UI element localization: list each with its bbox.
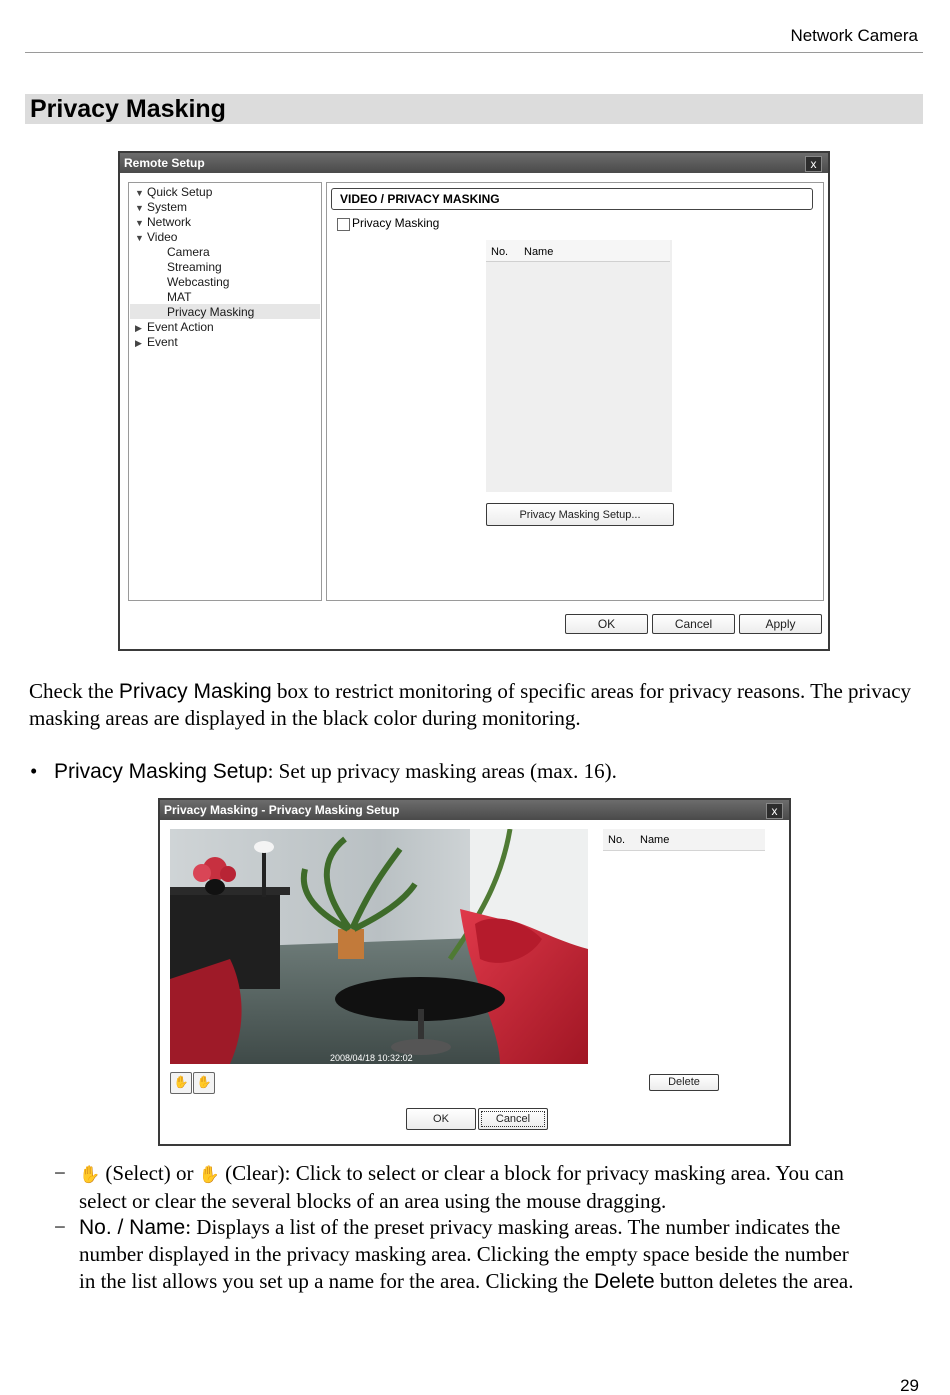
panel-heading: [331, 188, 813, 210]
close-icon[interactable]: x: [805, 156, 822, 172]
page-number: 29: [900, 1376, 919, 1395]
panel-heading-text: VIDEO / PRIVACY MASKING: [340, 192, 500, 206]
ok-button[interactable]: OK: [565, 614, 648, 634]
note-2-line-3: in the list allows you set up a name for the area. Clicking the Delete button deletes the area.: [79, 1269, 854, 1293]
camera-timestamp: 2008/04/18 10:32:02: [330, 1053, 413, 1063]
setup-dialog-title: Privacy Masking - Privacy Masking Setup: [164, 803, 400, 817]
privacy-masking-setup-button[interactable]: Privacy Masking Setup...: [486, 503, 674, 526]
collapsed-arrow-icon: ▶: [135, 323, 142, 333]
privacy-masking-checkbox[interactable]: [337, 218, 350, 231]
note-2: [79, 1214, 939, 1295]
tree-item-webcasting[interactable]: Webcasting: [167, 275, 230, 289]
note-1-line-2: select or clear the several blocks of an area using the mouse dragging.: [79, 1189, 667, 1213]
tree-item-event-action[interactable]: ▶ Event Action: [135, 320, 214, 334]
settings-panel: [326, 182, 824, 601]
remote-setup-titlebar: [120, 153, 828, 173]
mask-list[interactable]: [486, 240, 672, 492]
hand-clear-icon: ✋: [198, 1165, 220, 1184]
tree-item-camera[interactable]: Camera: [167, 245, 210, 259]
tree-item-mat[interactable]: MAT: [167, 290, 192, 304]
tree-item-network[interactable]: ▼ Network: [135, 215, 192, 229]
setup-dialog: [158, 798, 791, 1146]
tree-item-system[interactable]: ▼ System: [135, 200, 188, 214]
camera-scene-image: [170, 829, 588, 1064]
note-2-line-1: No. / Name: Displays a list of the preset privacy masking areas. The number indicates the: [79, 1215, 841, 1239]
tree-item-privacy-masking[interactable]: Privacy Masking: [167, 305, 255, 319]
hand-select-icon: ✋: [79, 1165, 101, 1184]
bullet-mark: •: [30, 759, 38, 783]
term-no-name: No. / Name: [79, 1216, 186, 1239]
section-title: Privacy Masking: [30, 95, 226, 123]
header-rule: [25, 52, 923, 53]
area-list[interactable]: [603, 829, 765, 851]
tree-item-event[interactable]: ▶ Event: [135, 335, 178, 349]
select-tool-button[interactable]: [170, 1072, 192, 1094]
bullet-text: Privacy Masking Setup: Set up privacy masking areas (max. 16).: [54, 759, 617, 783]
column-name[interactable]: Name: [524, 246, 554, 258]
note-dash-2: −: [54, 1215, 66, 1239]
expanded-arrow-icon: ▼: [135, 188, 144, 198]
privacy-masking-checkbox-label: Privacy Masking: [352, 216, 440, 230]
hand-clear-icon: ✋: [196, 1075, 212, 1089]
settings-tree: [128, 182, 322, 601]
cancel-button[interactable]: Cancel: [652, 614, 735, 634]
tree-item-quick-setup[interactable]: ▼ Quick Setup: [135, 185, 213, 199]
hand-select-icon: ✋: [173, 1075, 189, 1089]
column-name[interactable]: Name: [640, 834, 670, 846]
term-privacy-masking: Privacy Masking: [118, 680, 272, 703]
setup-dialog-titlebar: [160, 800, 789, 820]
term-privacy-masking-setup: Privacy Masking Setup: [54, 760, 268, 783]
remote-setup-window: [118, 151, 830, 651]
delete-button[interactable]: Delete: [649, 1074, 719, 1091]
note-dash-1: −: [54, 1161, 66, 1185]
expanded-arrow-icon: ▼: [135, 218, 144, 228]
note-1-line-1: ✋ (Select) or ✋ (Clear): Click to select or clear a block for privacy masking area. You can: [79, 1161, 844, 1185]
apply-button[interactable]: Apply: [739, 614, 822, 634]
clear-tool-button[interactable]: [193, 1072, 215, 1094]
cancel-button[interactable]: Cancel: [478, 1108, 548, 1130]
close-icon[interactable]: x: [766, 803, 783, 819]
note-2-line-2: number displayed in the privacy masking area. Clicking the empty space beside the number: [79, 1242, 849, 1266]
expanded-arrow-icon: ▼: [135, 203, 144, 213]
tree-item-streaming[interactable]: Streaming: [167, 260, 222, 274]
term-delete: Delete: [593, 1270, 655, 1293]
header-title: Network Camera: [790, 26, 918, 45]
remote-setup-title: Remote Setup: [124, 156, 205, 170]
ok-button[interactable]: OK: [406, 1108, 476, 1130]
mask-list-header: [486, 240, 670, 262]
note-1: [79, 1160, 929, 1215]
intro-paragraph: Check the Privacy Masking box to restrict monitoring of specific areas for privacy reasons. The privacy masking areas are displayed in the black color during monitoring.: [29, 679, 912, 730]
column-no[interactable]: No.: [608, 834, 626, 846]
tree-item-video[interactable]: ▼ Video: [135, 230, 178, 244]
expanded-arrow-icon: ▼: [135, 233, 144, 243]
collapsed-arrow-icon: ▶: [135, 338, 142, 348]
column-no[interactable]: No.: [491, 246, 509, 258]
camera-preview[interactable]: [170, 829, 588, 1064]
